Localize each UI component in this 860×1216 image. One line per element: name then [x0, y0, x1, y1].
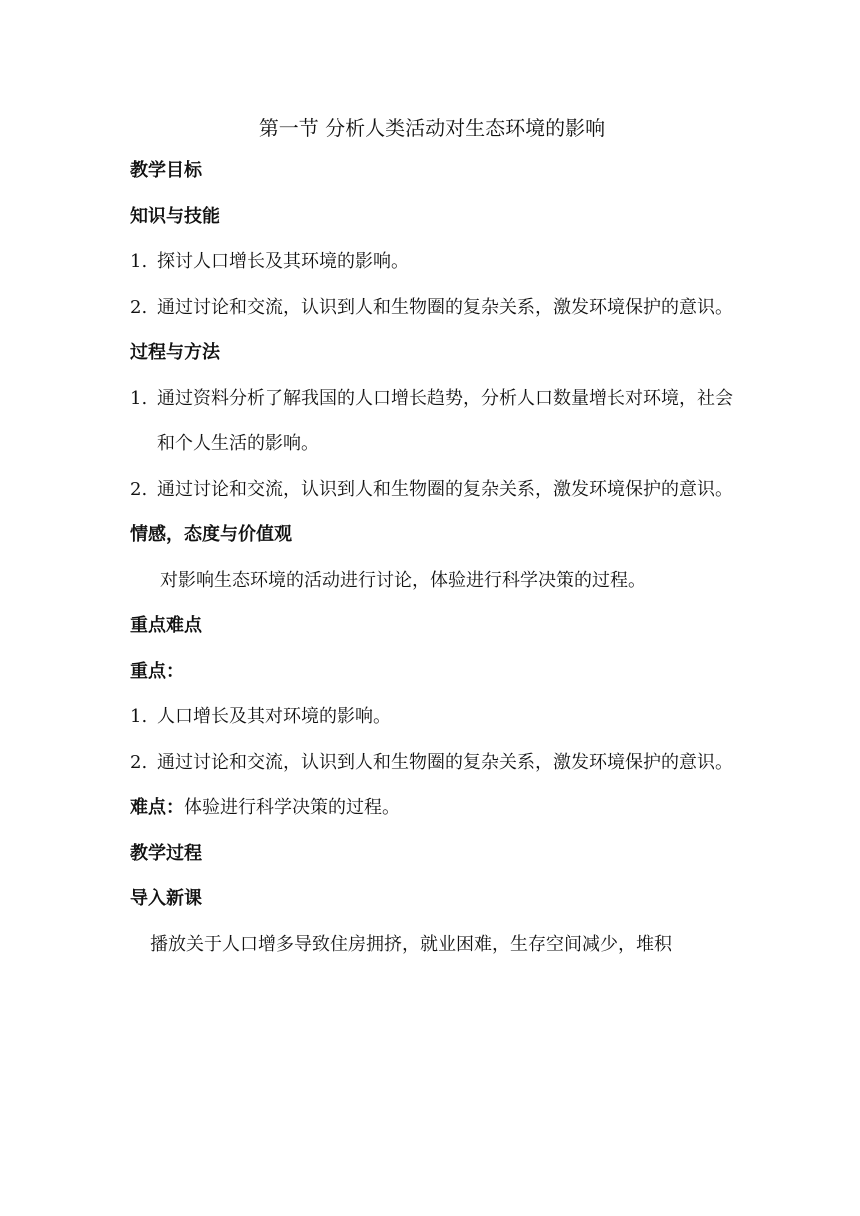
- knowledge-item-2: [130, 285, 734, 331]
- key-item-2: [130, 740, 734, 786]
- list-text: 通过讨论和交流，认识到人和生物圈的复杂关系，激发环境保护的意识。: [157, 478, 733, 500]
- document-title: 第一节 分析人类活动对生态环境的影响: [258, 116, 606, 140]
- list-number: 1.: [130, 706, 148, 727]
- process-item-1: [130, 376, 734, 467]
- goals-heading: 教学目标: [130, 160, 202, 181]
- list-number: 2.: [130, 478, 148, 500]
- teaching-process-heading: 教学过程: [130, 842, 202, 864]
- keypoints-heading: 重点难点: [130, 615, 202, 636]
- process-heading: 过程与方法: [130, 342, 220, 363]
- list-text: 通过讨论和交流，认识到人和生物圈的复杂关系，激发环境保护的意识。: [157, 296, 733, 318]
- difficulty-label: 难点：: [130, 797, 184, 818]
- list-text: 探讨人口增长及其环境的影响。: [157, 251, 409, 272]
- difficulty-line: [130, 785, 734, 831]
- list-text: 通过讨论和交流，认识到人和生物圈的复杂关系，激发环境保护的意识。: [157, 751, 733, 773]
- list-number: 1.: [130, 251, 148, 272]
- process-item-2: [130, 467, 734, 513]
- attitude-heading: 情感，态度与价值观: [130, 524, 292, 545]
- list-text: 通过资料分析了解我国的人口增长趋势，分析人口数量增长对环境，社会和个人生活的影响。: [157, 387, 733, 454]
- list-number: 2.: [130, 296, 148, 318]
- list-text: 人口增长及其对环境的影响。: [157, 706, 391, 727]
- difficulty-text: 体验进行科学决策的过程。: [184, 797, 400, 818]
- knowledge-heading: 知识与技能: [130, 205, 220, 227]
- list-number: 1.: [130, 387, 148, 409]
- key-item-1: [130, 694, 734, 740]
- document-body: [130, 108, 734, 967]
- intro-text: 播放关于人口增多导致住房拥挤，就业困难，生存空间减少，堆积: [150, 933, 672, 955]
- intro-heading: 导入新课: [130, 888, 202, 909]
- key-label: 重点：: [130, 660, 184, 682]
- attitude-text: 对影响生态环境的活动进行讨论，体验进行科学决策的过程。: [160, 569, 646, 591]
- knowledge-item-1: [130, 239, 734, 285]
- list-number: 2.: [130, 751, 148, 773]
